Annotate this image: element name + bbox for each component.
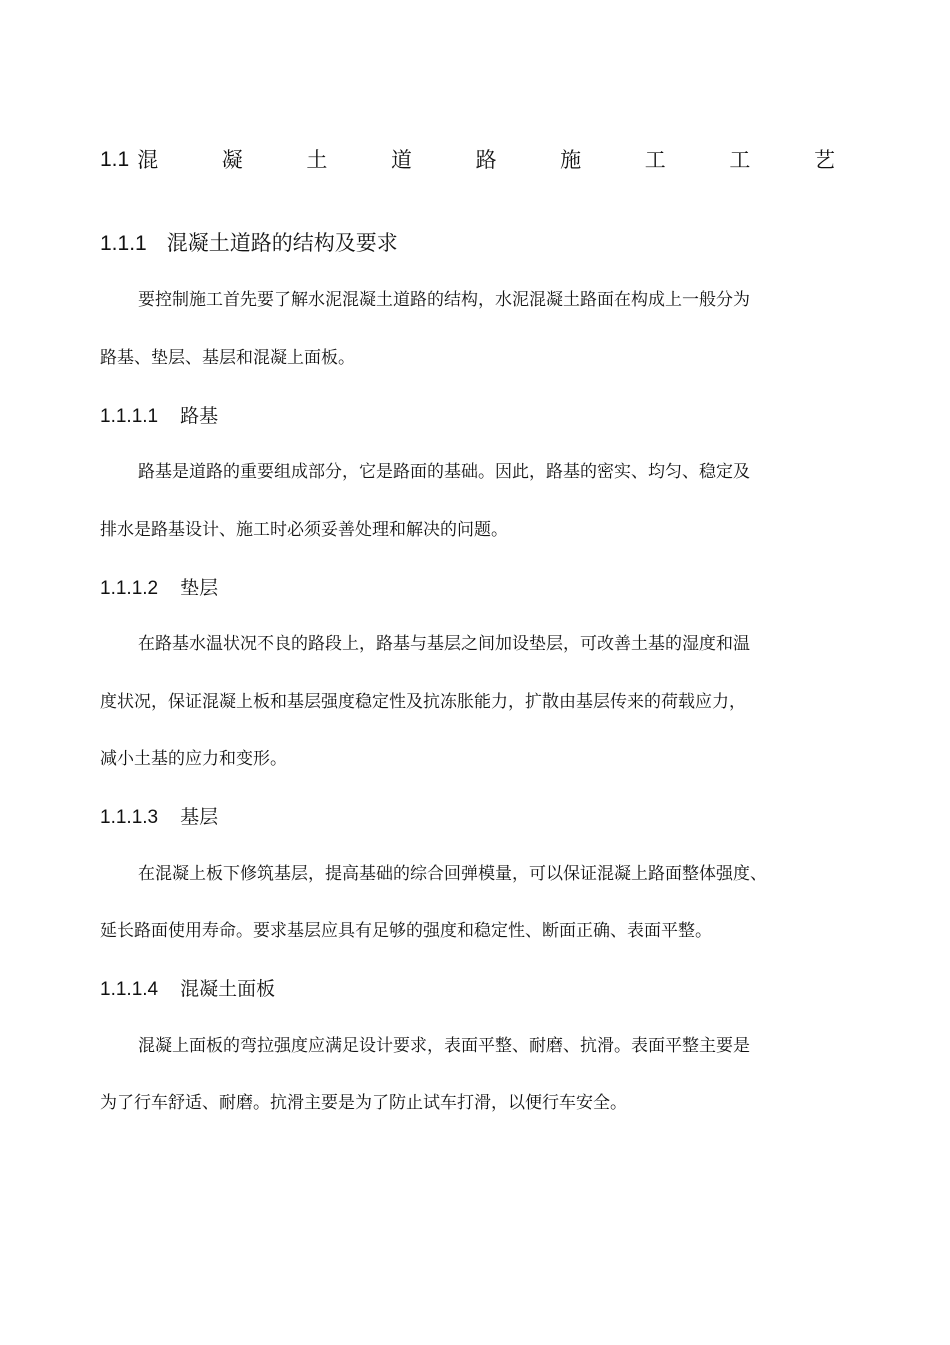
chapter-heading [100, 146, 835, 174]
paragraph-line: 要控制施工首先要了解水泥混凝土道路的结构，水泥混凝土路面在构成上一般分为 [138, 290, 750, 310]
section-heading [100, 229, 398, 258]
paragraph-line: 路基是道路的重要组成部分，它是路面的基础。因此，路基的密实、均匀、稳定及 [138, 462, 750, 482]
section-number: 1.1.1 [100, 232, 147, 255]
subsection-title: 垫层 [180, 577, 219, 599]
subsection-number: 1.1.1.1 [100, 406, 159, 427]
chapter-title-char: 工 [729, 148, 751, 172]
paragraph-line: 减小土基的应力和变形。 [100, 749, 287, 769]
chapter-title-char: 凝 [221, 148, 243, 172]
chapter-title-char: 道 [390, 148, 412, 172]
chapter-title-char: 土 [306, 148, 328, 172]
paragraph-line: 在混凝上板下修筑基层，提高基础的综合回弹模量，可以保证混凝上路面整体强度、 [138, 864, 767, 884]
paragraph-line: 排水是路基设计、施工时必须妥善处理和解决的问题。 [100, 520, 508, 540]
paragraph-line: 延长路面使用寿命。要求基层应具有足够的强度和稳定性、断面正确、表面平整。 [100, 921, 712, 941]
paragraph-line: 为了行车舒适、耐磨。抗滑主要是为了防止试车打滑，以便行车安全。 [100, 1093, 627, 1113]
subsection-number: 1.1.1.3 [100, 807, 159, 828]
subsection-title: 基层 [180, 806, 219, 828]
chapter-title-char: 艺 [813, 148, 835, 172]
subsection-number: 1.1.1.2 [100, 578, 159, 599]
section-title: 混凝土道路的结构及要求 [166, 231, 398, 255]
paragraph-line: 路基、垫层、基层和混凝上面板。 [100, 348, 355, 368]
chapter-title-char: 路 [475, 148, 497, 172]
chapter-title [137, 146, 835, 174]
paragraph-line: 混凝上面板的弯拉强度应满足设计要求，表面平整、耐磨、抗滑。表面平整主要是 [138, 1036, 750, 1056]
chapter-title-char: 施 [560, 148, 582, 172]
subsection-title: 路基 [180, 405, 219, 427]
chapter-title-char: 工 [644, 148, 666, 172]
chapter-number: 1.1 [100, 148, 130, 171]
subsection-heading [100, 575, 218, 602]
chapter-title-char: 混 [137, 148, 159, 172]
subsection-heading [100, 976, 275, 1003]
subsection-number: 1.1.1.4 [100, 979, 159, 1000]
subsection-heading [100, 403, 218, 430]
paragraph-line: 度状况，保证混凝上板和基层强度稳定性及抗冻胀能力，扩散由基层传来的荷载应力， [100, 692, 746, 712]
paragraph-line: 在路基水温状况不良的路段上，路基与基层之间加设垫层，可改善土基的湿度和温 [138, 634, 750, 654]
subsection-title: 混凝土面板 [180, 978, 276, 1000]
subsection-heading [100, 804, 218, 831]
